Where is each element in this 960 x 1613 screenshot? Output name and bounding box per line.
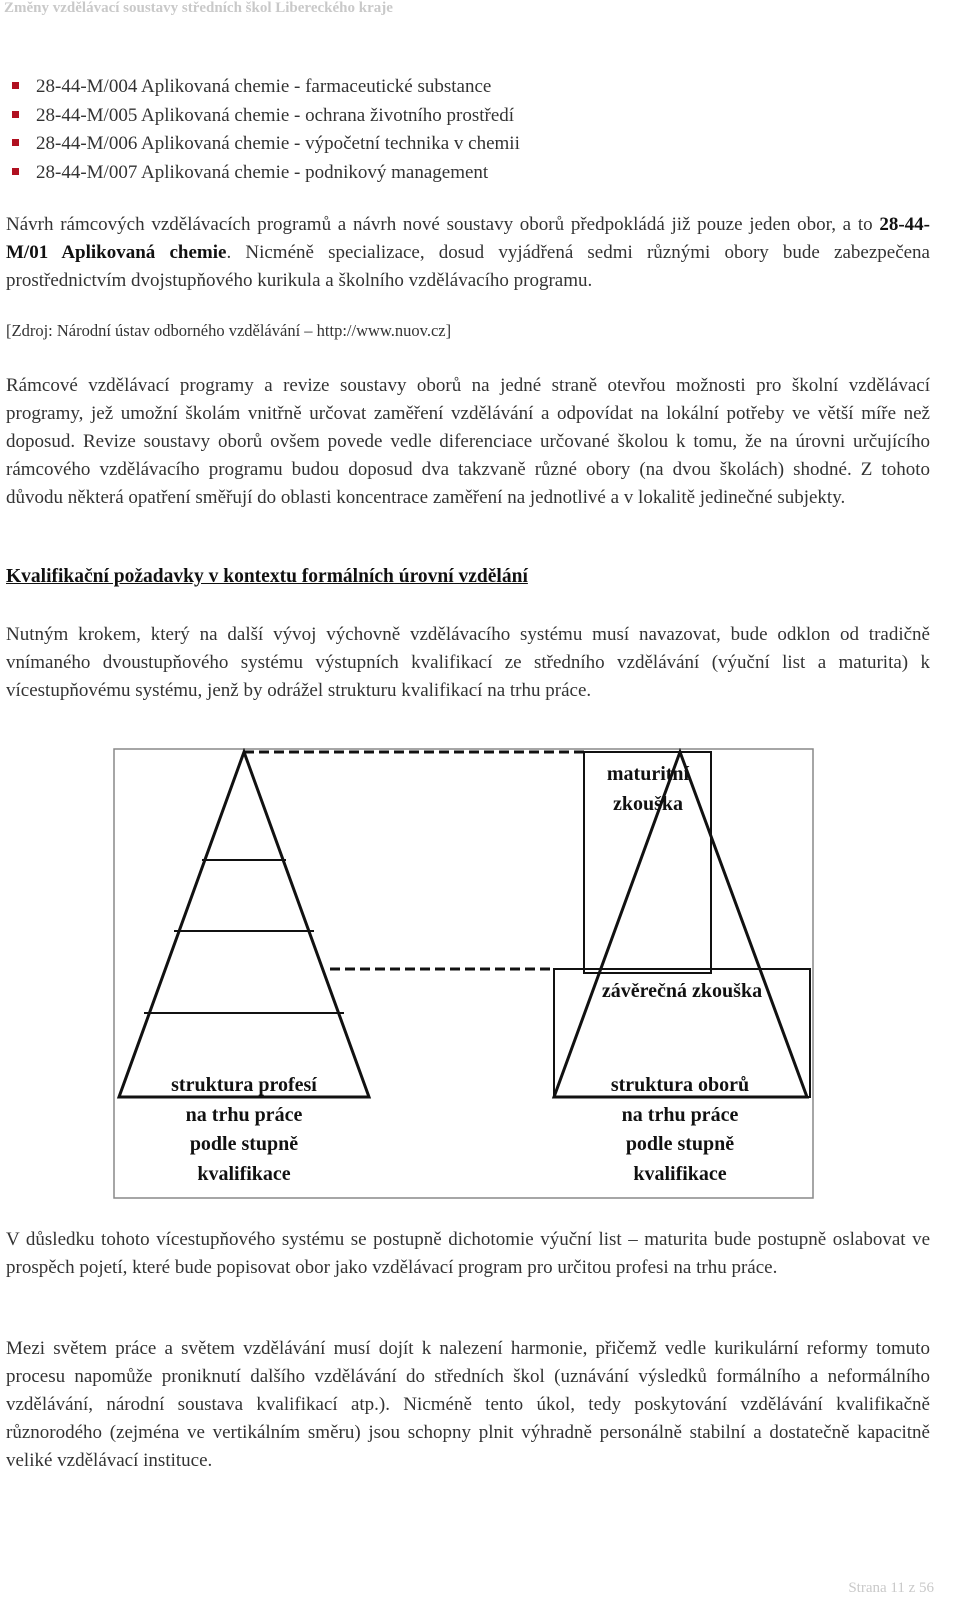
text-run: Návrh rámcových vzdělávacích programů a návrh nové soustavy oborů předpokládá již pouze jeden obor, a to: [6, 214, 880, 235]
list-item-text: 28-44-M/007 Aplikovaná chemie - podnikový management: [36, 161, 489, 183]
text-run-bold: 28-44-M/01 Aplikovaná chemie: [6, 214, 930, 263]
label-line: podle stupně: [189, 1133, 299, 1155]
page-number: Strana 11 z 56: [848, 1580, 934, 1596]
document-header: Změny vzdělávací soustavy středních škol Libereckého kraje: [4, 0, 393, 16]
list-item: [12, 130, 520, 159]
right-structure-label: [569, 1071, 791, 1189]
paragraph-harmony: Mezi světem práce a světem vzdělávání musí dojít k nalezení harmonie, přičemž vedle kurikulární reformy tomuto procesu napomůže proniknutí dalšího vzdělávání do středních škol (uznávání výsledků formálního a neformálního vzdělávání, národní soustava kvalifikací atp.). Nicméně tento úkol, tedy poskytování vzdělávání kvalifikačně různorodého (zejména ve vertikálním směru) jsou schopny plnit výhradně personálně stabilní a dostatečně kapacitně veliké vzdělávací instituce.: [6, 1338, 930, 1471]
bullet-square-icon: [12, 82, 19, 89]
label-line: podle stupně: [625, 1133, 735, 1155]
list-item-text: 28-44-M/005 Aplikovaná chemie - ochrana životního prostředí: [36, 104, 515, 126]
paragraph-proposal: [6, 211, 930, 295]
list-item-text: 28-44-M/004 Aplikovaná chemie - farmaceutické substance: [36, 76, 492, 97]
label-line: kvalifikace: [633, 1162, 727, 1185]
bullet-square-icon: [12, 168, 19, 175]
label-line: na trhu práce: [621, 1103, 739, 1126]
list-item: [12, 73, 520, 102]
qualification-diagram: [113, 748, 814, 1204]
label-line: kvalifikace: [197, 1162, 291, 1185]
list-item: [12, 159, 520, 188]
paragraph-frameworks: Rámcové vzdělávací programy a revize soustavy oborů na jedné straně otevřou možnosti pro školní vzdělávací programy, jež umožní školám vnitřně určovat zaměření vzdělávání a odpovídat na lokální potřeby ve větší míře než doposud. Revize soustavy oborů ovšem povede vedle diferenciace určované školou k tomu, že na úrovni určujícího rámcového vzdělávacího programu budou doposud dva takzvaně různé obory (na dvou školách) shodné. Z tohoto důvodu některá opatření směřují do oblasti koncentrace zaměření na jednotlivé a v lokalitě jedinečné subjekty.: [6, 375, 930, 508]
bullet-square-icon: [12, 139, 19, 146]
text-run: . Nicméně specializace, dosud vyjádřená sedmi různými obory bude zabezpečena prostřednictvím dvojstupňového kurikula a školního vzdělávacího programu.: [6, 242, 930, 291]
zaverecna-label: závěrečná zkouška: [601, 980, 763, 1002]
maturita-label: maturitní zkouška: [606, 763, 690, 815]
bullet-square-icon: [12, 111, 19, 118]
label-line: struktura oborů: [610, 1074, 750, 1096]
source-citation: [Zdroj: Národní ústav odborného vzdělávání – http://www.nuov.cz]: [6, 321, 452, 340]
paragraph-qualifications: Nutným krokem, který na další vývoj výchovně vzdělávacího systému musí navazovat, bude odklon od tradičně vnímaného dvoustupňového systému výstupních kvalifikací ze středního vzdělávání (výuční list a maturita) k vícestupňovému systému, jenž by odrážel strukturu kvalifikací na trhu práce.: [6, 624, 930, 701]
label-line: na trhu práce: [185, 1103, 303, 1126]
list-item-text: 28-44-M/006 Aplikovaná chemie - výpočetní technika v chemii: [36, 133, 520, 154]
paragraph-consequence: V důsledku tohoto vícestupňového systému se postupně dichotomie výuční list – maturita bude postupně oslabovat ve prospěch pojetí, které bude popisovat obor jako vzdělávací program pro určitou profesi na trhu práce.: [6, 1229, 930, 1278]
list-item: [12, 102, 520, 131]
label-line: struktura profesí: [171, 1074, 317, 1096]
left-structure-label: [133, 1071, 355, 1189]
specialization-list: [12, 73, 520, 187]
section-heading: Kvalifikační požadavky v kontextu formálních úrovní vzdělání: [6, 566, 528, 587]
